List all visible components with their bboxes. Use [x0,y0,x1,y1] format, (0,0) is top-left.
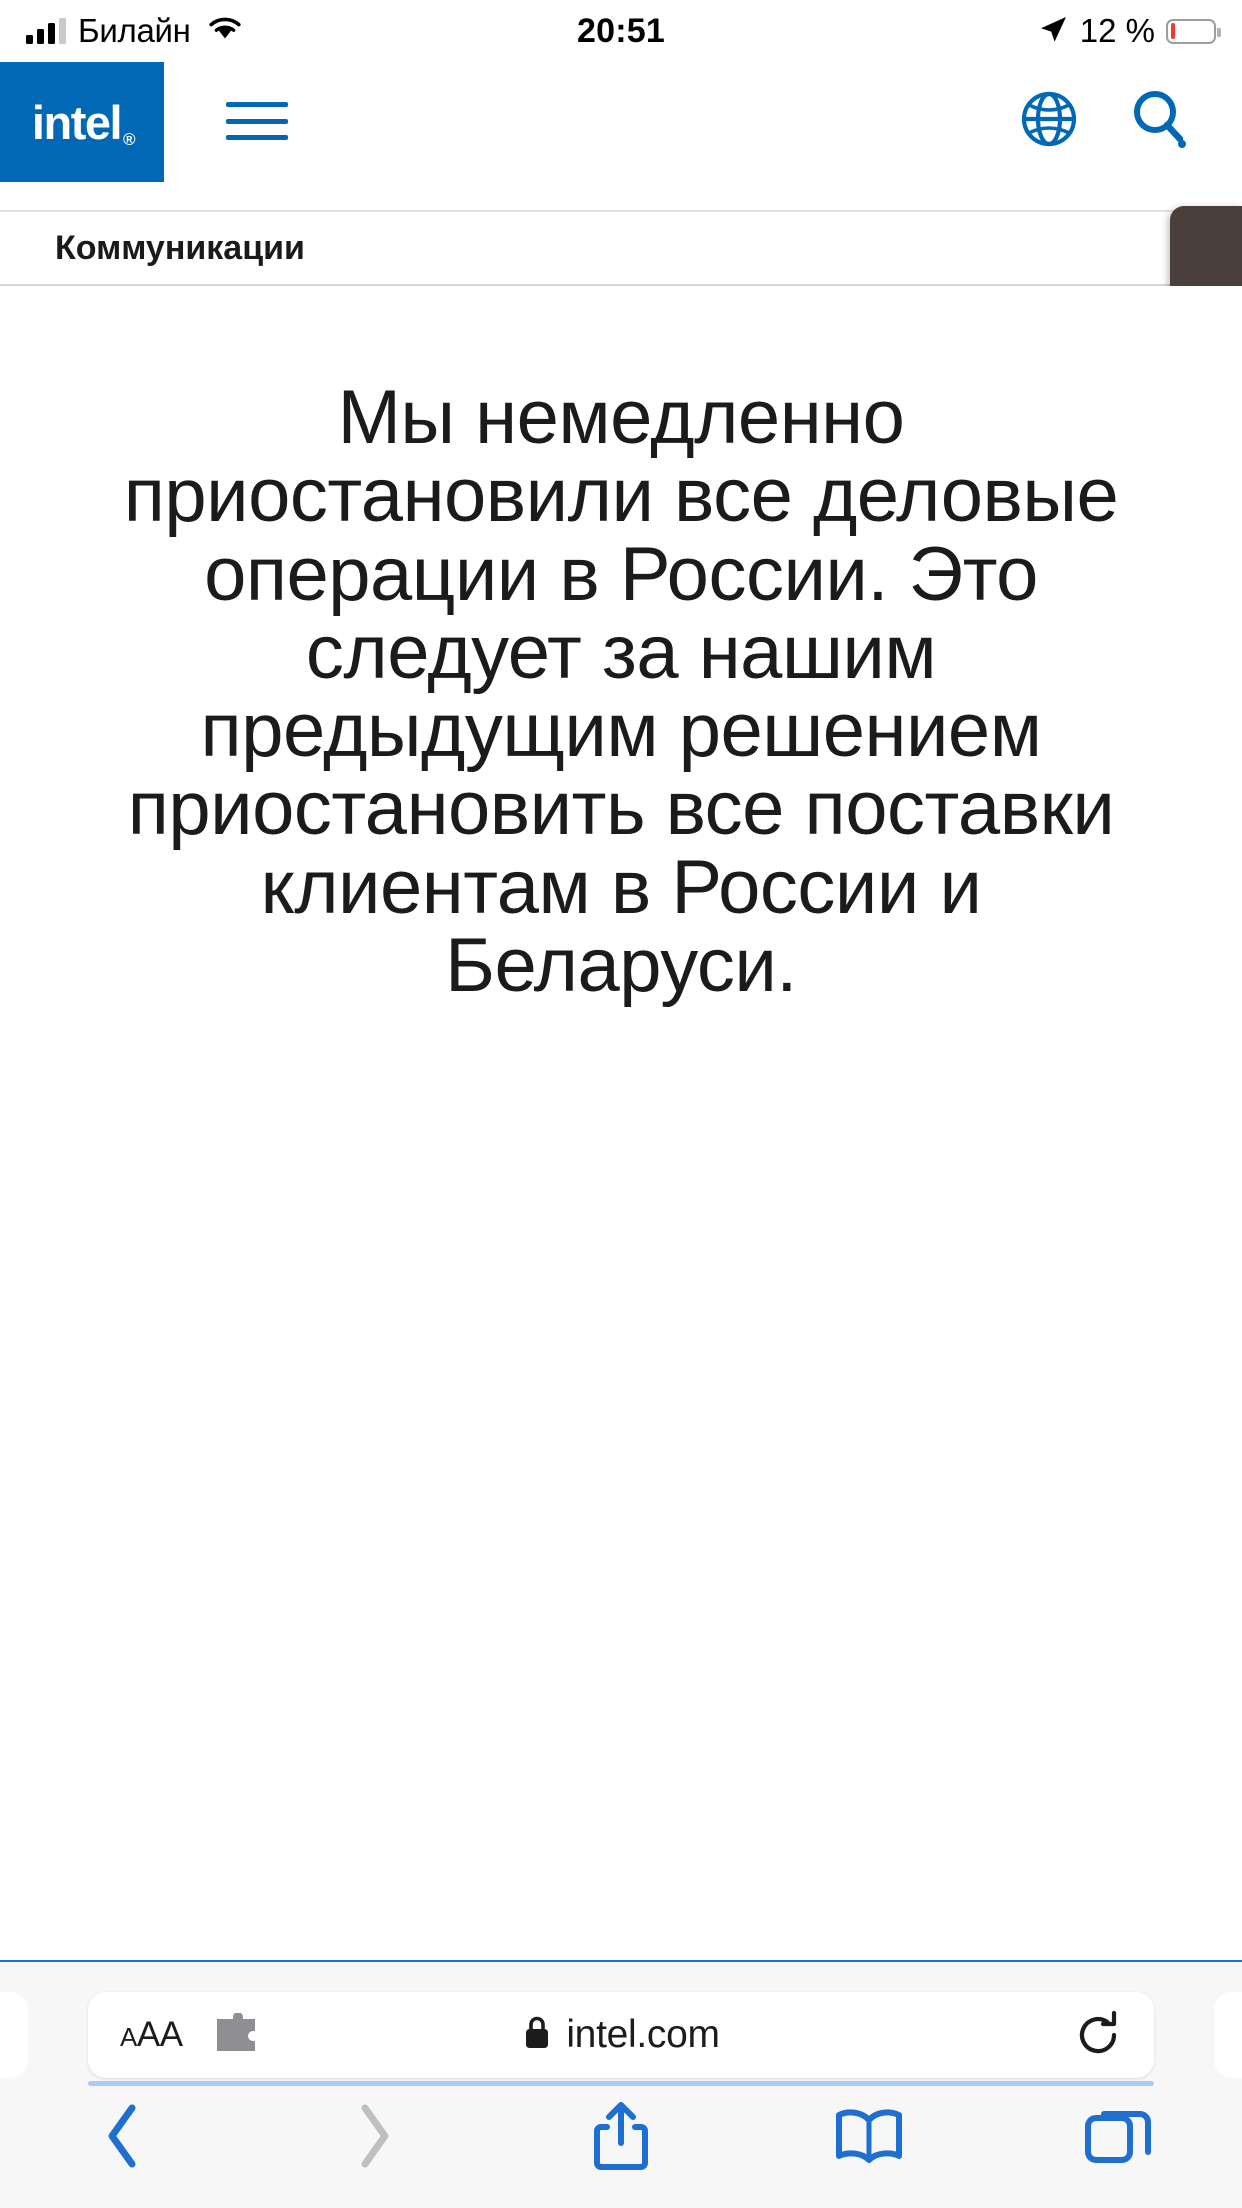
intel-logo-text: intel [31,95,122,149]
clock: 20:51 [577,11,665,50]
search-icon[interactable] [1130,88,1188,155]
intel-logo-trademark: ® [123,129,135,149]
breadcrumb-label: Коммуникации [55,228,305,267]
carrier-label: Билайн [78,12,191,49]
status-bar-right [621,12,1216,50]
status-bar-left [26,12,621,50]
header-actions [1020,88,1188,155]
bookmarks-button[interactable] [745,2106,993,2166]
article-paragraph: Мы немедленно приостановили все деловые операции в России. Это следует за нашим предыдущим решением приостановить все поставки клиентам в России и Беларуси. [123,375,1119,1008]
tab-edge-left[interactable] [0,1992,28,2078]
location-arrow-icon [1037,13,1069,50]
address-bar[interactable] [88,1992,1154,2078]
reload-button[interactable] [1074,2009,1122,2061]
status-bar [0,0,1242,62]
tabs-button[interactable] [994,2102,1242,2170]
wifi-icon [207,14,243,47]
address-bar-left-controls [120,2013,259,2058]
site-header [0,62,1242,154]
url-text: intel.com [566,2013,720,2056]
browser-toolbar [0,2090,1242,2182]
page-load-progress [88,2081,1154,2086]
globe-language-icon[interactable] [1020,90,1078,153]
back-button[interactable] [0,2100,248,2172]
intel-logo[interactable] [0,62,164,182]
text-size-label-small: A [120,2022,137,2052]
article-content [0,286,1242,1872]
puzzle-piece-icon[interactable] [213,2013,259,2058]
browser-chrome [0,1960,1242,2208]
text-size-label: AA [136,2015,183,2054]
breadcrumb[interactable] [0,210,1242,286]
hamburger-menu-icon[interactable] [226,97,288,145]
forward-button[interactable] [248,2100,496,2172]
cellular-signal-icon [26,18,66,44]
tab-edge-right[interactable] [1214,1992,1242,2078]
share-button[interactable] [497,2099,745,2173]
text-size-button[interactable] [120,2015,183,2055]
battery-percent-label: 12 % [1079,12,1155,49]
lock-icon [522,2014,552,2057]
battery-icon [1166,19,1216,44]
